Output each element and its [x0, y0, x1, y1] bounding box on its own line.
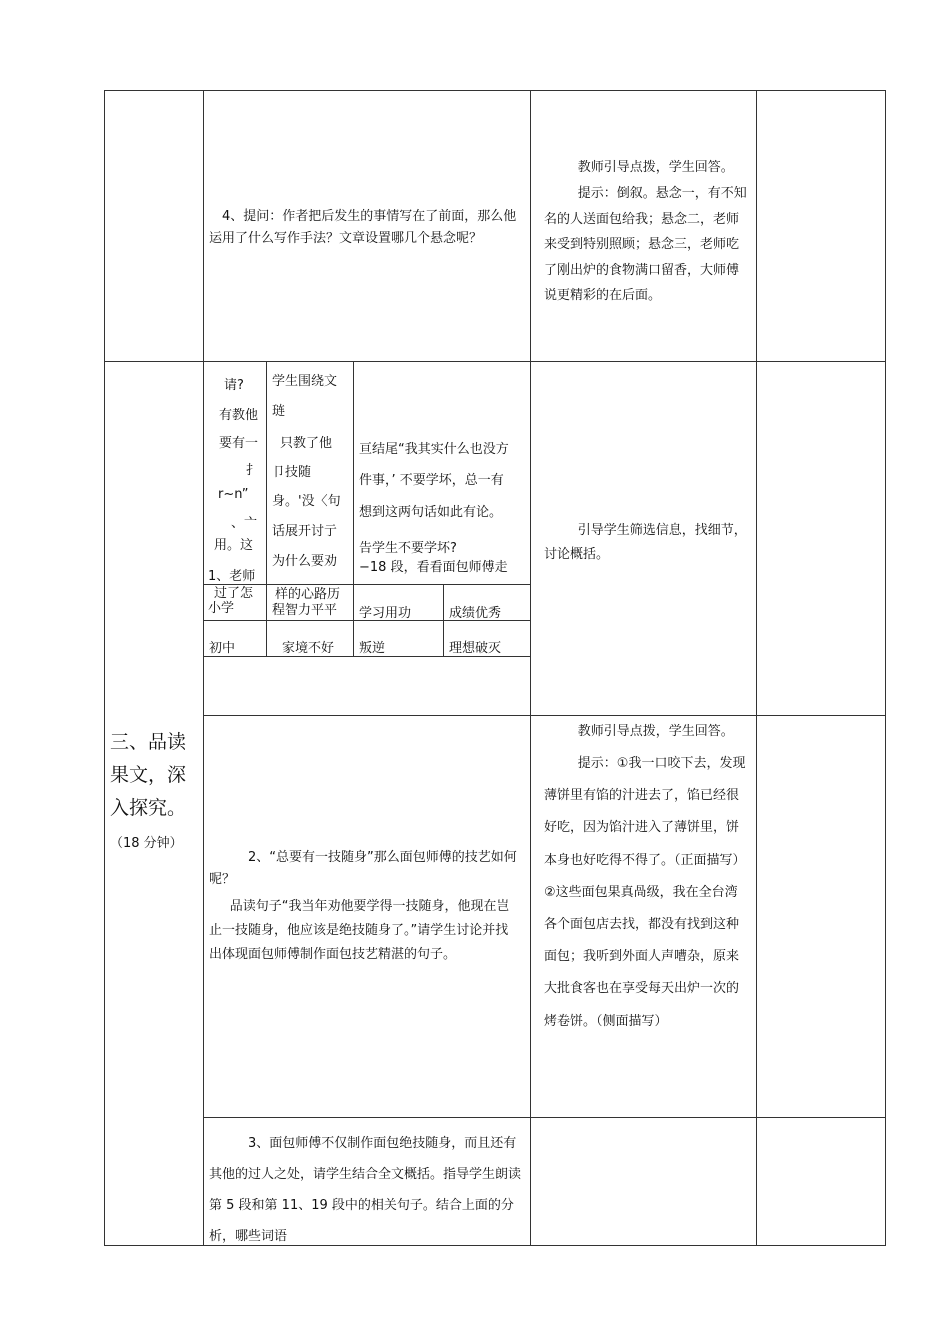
section-duration: （18 分钟）: [110, 836, 183, 851]
frag-a-0: 请?: [224, 378, 244, 393]
grid-r1-c2: 样的心路历程智力平平: [272, 587, 341, 618]
frag-b-3: 卩技随: [272, 465, 312, 480]
frag-a-4: r~n”: [218, 487, 249, 502]
frag-b-5: 话展开讨亍: [272, 524, 338, 539]
frag-c-2: 想到这两句话如此有论。: [359, 505, 503, 520]
frag-a-3: 扌: [246, 463, 260, 478]
row3-instruction: 品读句子“我当年劝他要学得一技随身，他现在岂止一技随身，他应该是绝技随身了。”请学生讨论并找出体现面包师傅制作面包技艺精湛的句子。: [209, 899, 510, 962]
section-title: 三、品读果文，深入探究。: [110, 731, 187, 819]
grid-r2-c2: 家境不好: [282, 641, 335, 656]
frag-a-6: 用。这: [214, 538, 254, 553]
frag-b-4: 身。'没〈句: [272, 494, 341, 509]
row1-question: 4、提问：作者把后发生的事情写在了前面，那么他运用了什么写作手法？文章设置哪几个悬念呢？: [209, 209, 517, 246]
grid-r2-c3: 叛逆: [359, 641, 386, 656]
frag-a-7: 1、老师: [208, 569, 256, 584]
frag-b-2: 只教了他: [280, 436, 333, 451]
row2-guide: 引导学生筛选信息，找细节，讨论概括。: [544, 523, 747, 562]
row1-guide-line1: 教师引导点拨，学生回答。: [577, 160, 734, 175]
frag-c-3: 告学生不要学坏?: [359, 541, 457, 556]
frag-c-4: −18 段，看看面包师傅走: [359, 560, 508, 575]
row3-question: 2、“总要有一技随身”那么面包师傅的技艺如何呢？: [209, 850, 517, 887]
row3-guide-hint: 提示：①我一口咬下去，发现薄饼里有馅的汁进去了，馅已经很好吃，因为馅汁进入了薄饼里，饼本身也好吃得不得了。（正面描写）②这些面包果真咼级，我在全台湾各个面包店去找，都没有找到这种面包；我听到外面人声嘈杂，原来大批食客也在享受每天出炉一次的烤卷饼。（侧面描写）: [544, 756, 746, 1029]
frag-a-5: 、亠: [231, 516, 258, 531]
frag-a-2: 要有一: [219, 436, 259, 451]
frag-b-6: 为什么要劝: [272, 554, 338, 569]
frag-c-1: 件事，’ 不要学坏，总一有: [359, 473, 504, 488]
grid-r2-c4: 理想破灭: [449, 641, 502, 656]
grid-r1-c4: 成绩优秀: [449, 606, 502, 621]
row1-guide-hint: 提示：倒叙。悬念一，有不知名的人送面包给我；悬念二，老师来受到特别照顾；悬念三，老师吃了刚出炉的食物满口留香，大师傅说更精彩的在后面。: [544, 186, 747, 303]
grid-r1-c1: 过了怎小学: [208, 586, 254, 616]
frag-c-0: 亘结尾“我其实什么也没方: [359, 442, 509, 457]
row4-question: 3、面包师傅不仅制作面包绝技随身，而且还有其他的过人之处，请学生结合全文概括。指导学生朗读第 5 段和第 11、19 段中的相关句子。结合上面的分析，哪些词语: [209, 1136, 522, 1244]
frag-b-1: 琏: [272, 404, 286, 419]
frag-a-1: 有教他: [219, 408, 259, 423]
grid-r1-c3: 学习用功: [359, 606, 412, 621]
grid-r2-c1: 初中: [209, 641, 236, 656]
row3-guide-line1: 教师引导点拨，学生回答。: [577, 724, 734, 739]
section-title-block: [110, 726, 200, 860]
frag-b-0: 学生围绕文: [272, 374, 338, 389]
